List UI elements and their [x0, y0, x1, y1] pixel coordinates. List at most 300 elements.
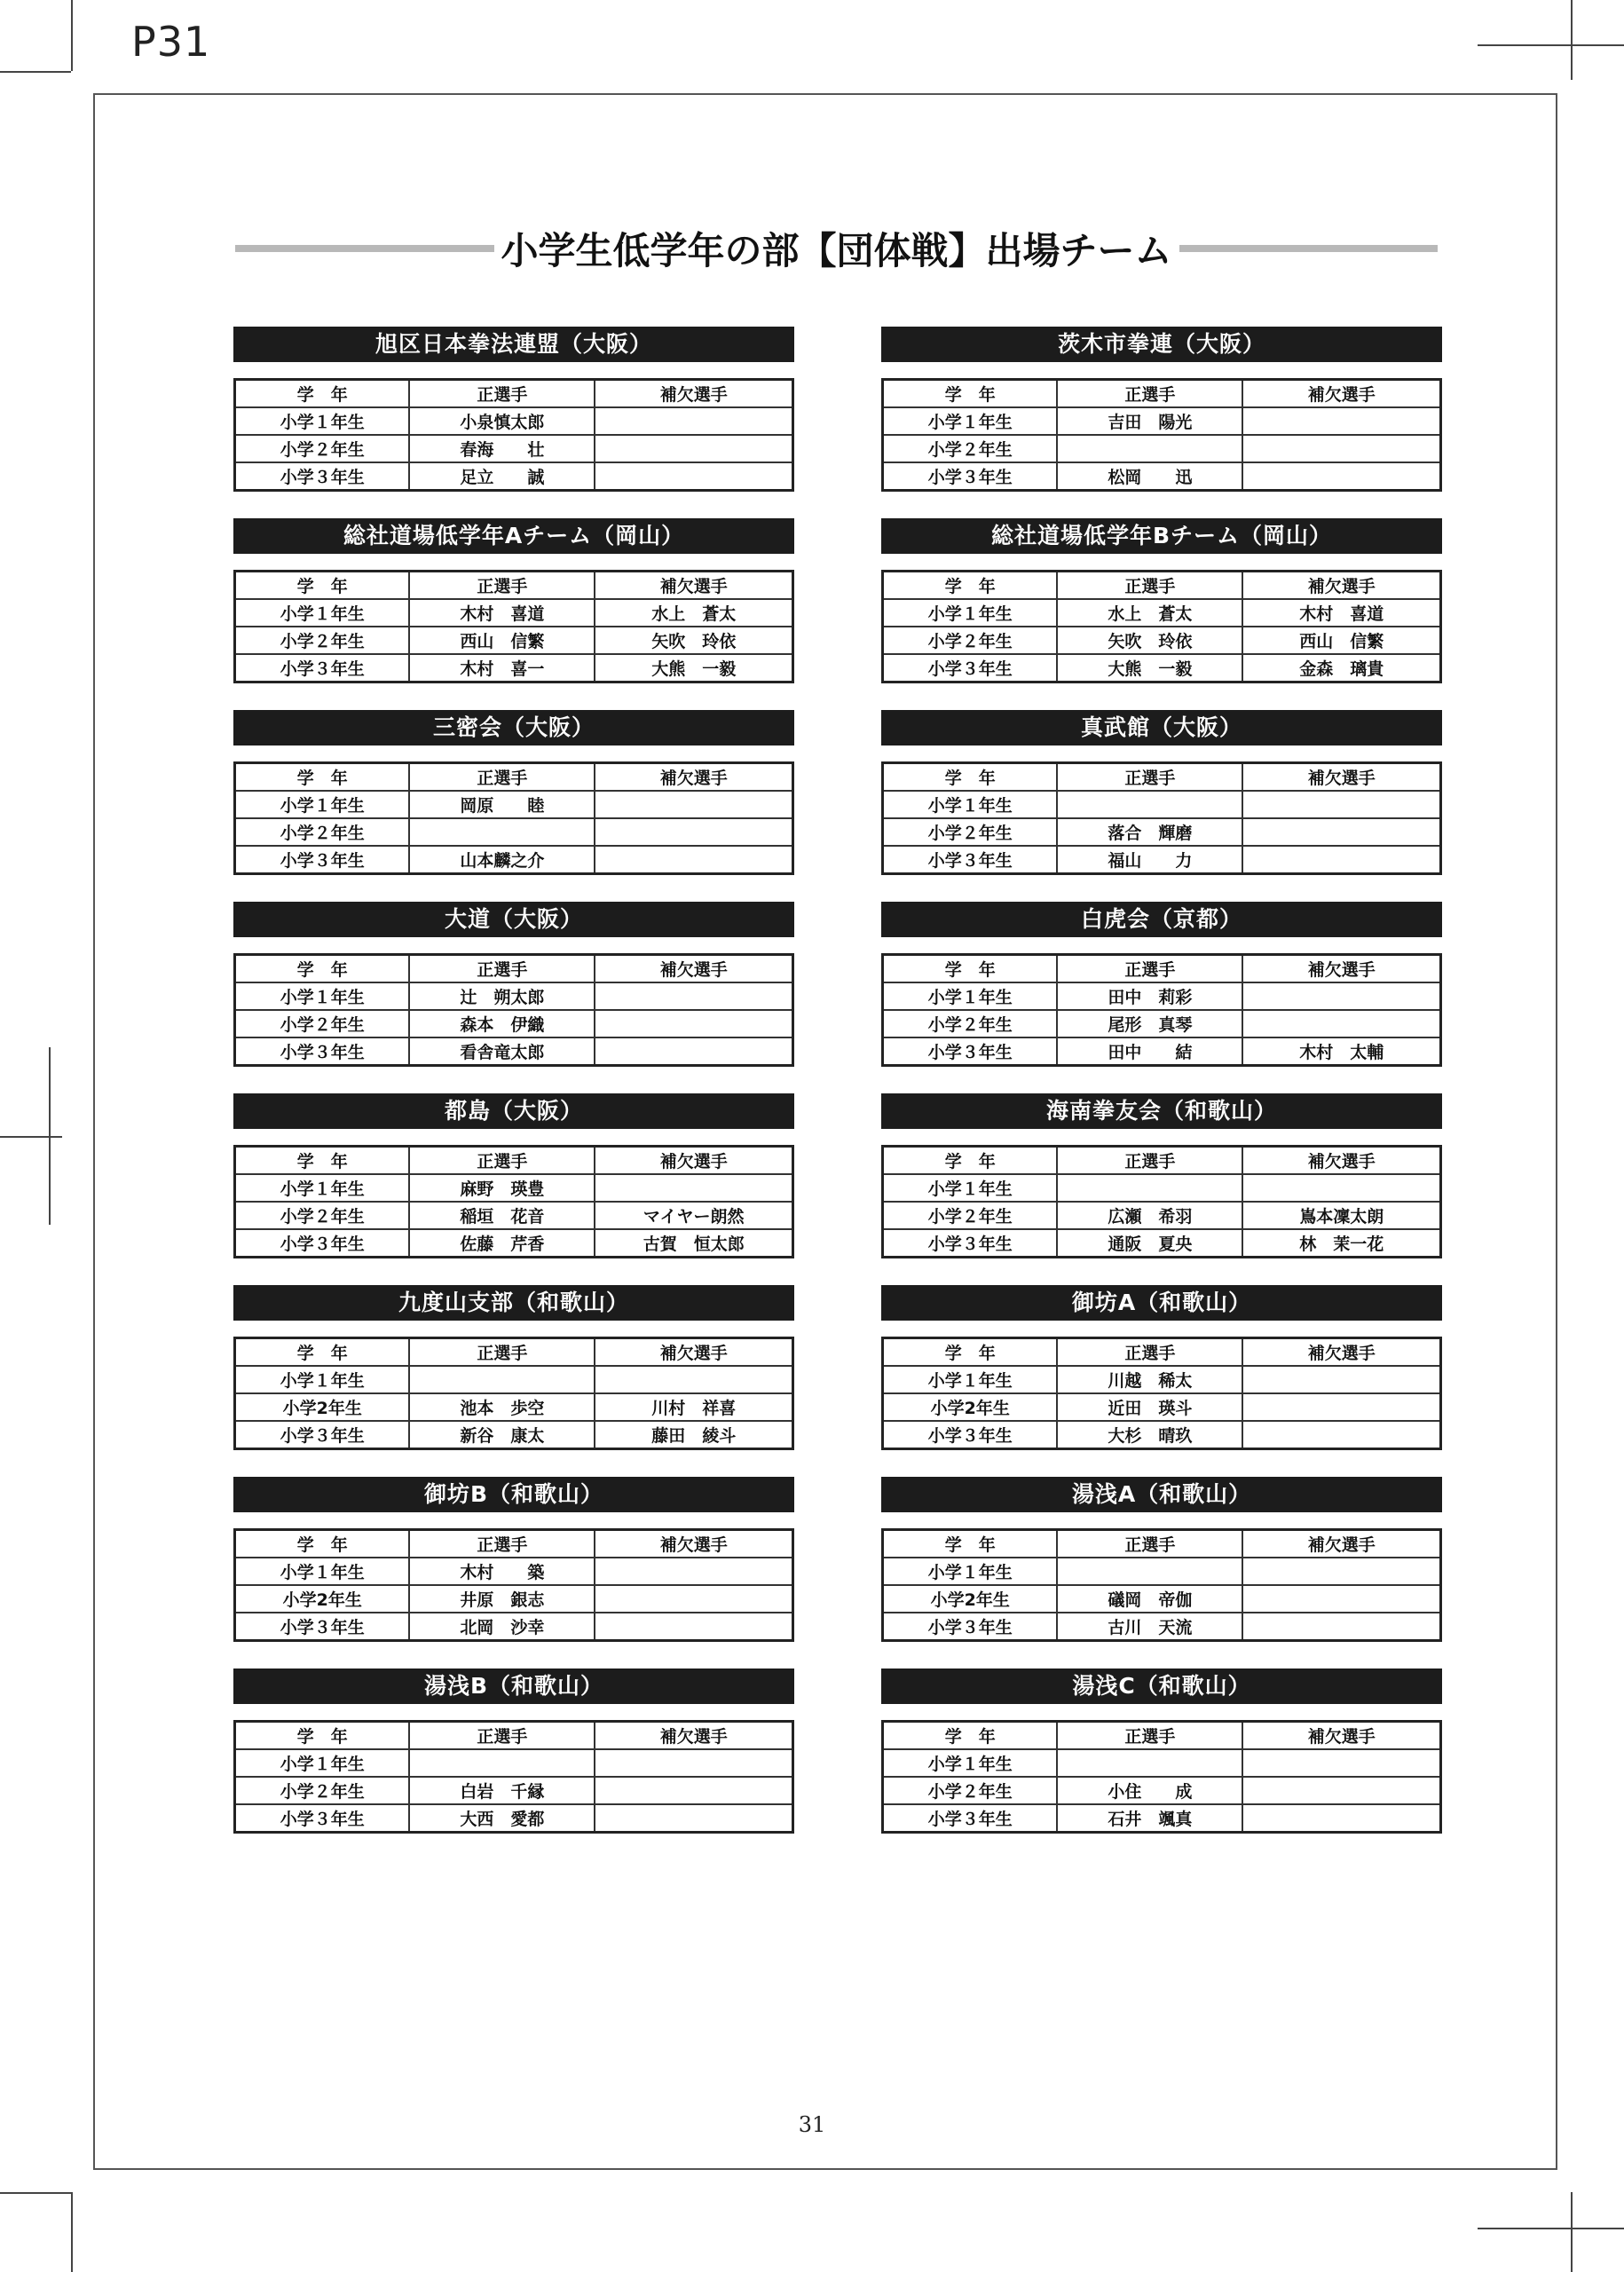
main-player-cell — [1057, 1174, 1242, 1202]
main-player-cell: 古川 天流 — [1057, 1613, 1242, 1641]
page-label: P31 — [131, 18, 211, 66]
roster-header-row — [883, 1147, 1441, 1175]
grade-cell: 小学2年生 — [235, 1585, 410, 1613]
main-player-cell — [1057, 791, 1242, 818]
substitute-cell — [595, 1613, 792, 1641]
team-name: 三密会（大阪） — [233, 710, 794, 746]
main-player-cell: 白岩 千縁 — [409, 1777, 595, 1804]
main-player-cell: 石井 颯真 — [1057, 1804, 1242, 1833]
substitute-cell: 木村 喜道 — [1242, 599, 1440, 627]
table-row — [235, 1749, 793, 1777]
substitute-cell: 川村 祥喜 — [595, 1393, 792, 1421]
header-substitute: 補欠選手 — [595, 572, 792, 600]
header-grade: 学 年 — [883, 763, 1058, 792]
title-bar — [235, 220, 1438, 277]
header-grade: 学 年 — [235, 1722, 410, 1750]
grade-cell: 小学３年生 — [883, 1229, 1058, 1258]
grade-cell: 小学２年生 — [235, 818, 410, 846]
table-row — [235, 435, 793, 462]
header-grade: 学 年 — [235, 1338, 410, 1367]
grade-cell: 小学２年生 — [235, 1202, 410, 1229]
table-row — [235, 1421, 793, 1449]
header-grade: 学 年 — [883, 1147, 1058, 1175]
main-player-cell: 木村 喜一 — [409, 654, 595, 682]
table-row — [883, 1393, 1441, 1421]
substitute-cell — [595, 818, 792, 846]
header-substitute: 補欠選手 — [595, 763, 792, 792]
substitute-cell — [1242, 1174, 1440, 1202]
header-substitute: 補欠選手 — [595, 380, 792, 408]
substitute-cell — [1242, 1749, 1440, 1777]
grade-cell: 小学１年生 — [883, 791, 1058, 818]
main-player-cell: 麻野 瑛豊 — [409, 1174, 595, 1202]
table-row — [235, 1037, 793, 1066]
header-main-player: 正選手 — [1057, 1147, 1242, 1175]
substitute-cell: 木村 太輔 — [1242, 1037, 1440, 1066]
grade-cell: 小学１年生 — [235, 982, 410, 1010]
grade-cell: 小学３年生 — [235, 462, 410, 491]
team-block — [881, 1477, 1442, 1642]
roster-table — [881, 1145, 1442, 1258]
roster-header-row — [235, 1530, 793, 1558]
table-row — [883, 791, 1441, 818]
roster-table — [881, 1720, 1442, 1834]
substitute-cell — [1242, 1010, 1440, 1037]
grade-cell: 小学３年生 — [883, 462, 1058, 491]
grade-cell: 小学１年生 — [883, 1366, 1058, 1393]
roster-table — [233, 761, 794, 875]
table-row — [883, 1421, 1441, 1449]
substitute-cell — [595, 1777, 792, 1804]
team-name: 総社道場低学年Aチーム（岡山） — [233, 518, 794, 554]
table-row — [883, 627, 1441, 654]
header-main-player: 正選手 — [1057, 572, 1242, 600]
grade-cell: 小学３年生 — [883, 1804, 1058, 1833]
substitute-cell — [1242, 1585, 1440, 1613]
roster-table — [233, 378, 794, 492]
header-substitute: 補欠選手 — [1242, 1722, 1440, 1750]
page-number: 31 — [798, 2112, 826, 2137]
table-row — [883, 654, 1441, 682]
roster-header-row — [883, 572, 1441, 600]
main-player-cell — [409, 818, 595, 846]
table-row — [235, 1558, 793, 1585]
main-player-cell: 北岡 沙幸 — [409, 1613, 595, 1641]
team-block — [233, 1093, 794, 1258]
substitute-cell — [595, 791, 792, 818]
grade-cell: 小学３年生 — [235, 1421, 410, 1449]
main-player-cell: 大熊 一毅 — [1057, 654, 1242, 682]
main-player-cell: 新谷 康太 — [409, 1421, 595, 1449]
roster-header-row — [883, 380, 1441, 408]
main-player-cell: 木村 築 — [409, 1558, 595, 1585]
table-row — [883, 1037, 1441, 1066]
grade-cell: 小学３年生 — [235, 1613, 410, 1641]
roster-header-row — [235, 955, 793, 983]
team-name: 旭区日本拳法連盟（大阪） — [233, 327, 794, 362]
main-player-cell: 田中 莉彩 — [1057, 982, 1242, 1010]
header-main-player: 正選手 — [409, 572, 595, 600]
header-grade: 学 年 — [883, 1530, 1058, 1558]
roster-header-row — [883, 1338, 1441, 1367]
roster-table — [881, 1528, 1442, 1642]
table-row — [883, 982, 1441, 1010]
substitute-cell: 古賀 恒太郎 — [595, 1229, 792, 1258]
main-player-cell: 木村 喜道 — [409, 599, 595, 627]
grade-cell: 小学１年生 — [235, 1558, 410, 1585]
substitute-cell — [595, 1037, 792, 1066]
table-row — [883, 1202, 1441, 1229]
team-block — [881, 1668, 1442, 1834]
page-title: 小学生低学年の部【団体戦】出場チーム — [501, 229, 1172, 272]
grade-cell: 小学１年生 — [235, 1749, 410, 1777]
header-grade: 学 年 — [883, 380, 1058, 408]
substitute-cell — [595, 1749, 792, 1777]
roster-table — [233, 1145, 794, 1258]
team-name: 茨木市拳連（大阪） — [881, 327, 1442, 362]
header-main-player: 正選手 — [1057, 1338, 1242, 1367]
table-row — [235, 654, 793, 682]
header-grade: 学 年 — [235, 1530, 410, 1558]
table-row — [235, 1585, 793, 1613]
crop-mark — [1571, 2192, 1573, 2272]
substitute-cell — [1242, 1558, 1440, 1585]
substitute-cell — [1242, 846, 1440, 874]
grade-cell: 小学３年生 — [883, 1613, 1058, 1641]
substitute-cell — [1242, 1421, 1440, 1449]
substitute-cell — [1242, 818, 1440, 846]
grade-cell: 小学１年生 — [235, 407, 410, 435]
table-row — [235, 407, 793, 435]
roster-table — [233, 1720, 794, 1834]
header-grade: 学 年 — [883, 572, 1058, 600]
grade-cell: 小学１年生 — [883, 982, 1058, 1010]
header-main-player: 正選手 — [1057, 1530, 1242, 1558]
main-player-cell: 松岡 迅 — [1057, 462, 1242, 491]
grade-cell: 小学2年生 — [883, 1585, 1058, 1613]
header-substitute: 補欠選手 — [1242, 572, 1440, 600]
header-grade: 学 年 — [235, 763, 410, 792]
grade-cell: 小学１年生 — [235, 1174, 410, 1202]
grade-cell: 小学３年生 — [235, 1229, 410, 1258]
main-player-cell: 福山 力 — [1057, 846, 1242, 874]
grade-cell: 小学１年生 — [883, 407, 1058, 435]
substitute-cell — [595, 846, 792, 874]
main-player-cell: 佐藤 芹香 — [409, 1229, 595, 1258]
team-block — [233, 902, 794, 1067]
grade-cell: 小学３年生 — [235, 846, 410, 874]
header-main-player: 正選手 — [1057, 1722, 1242, 1750]
main-player-cell: 稲垣 花音 — [409, 1202, 595, 1229]
main-player-cell: 田中 結 — [1057, 1037, 1242, 1066]
table-row — [235, 1393, 793, 1421]
grade-cell: 小学１年生 — [235, 1366, 410, 1393]
grade-cell: 小学３年生 — [235, 1037, 410, 1066]
grade-cell: 小学２年生 — [883, 818, 1058, 846]
main-player-cell: 辻 朔太郎 — [409, 982, 595, 1010]
team-name: 湯浅A（和歌山） — [881, 1477, 1442, 1512]
roster-table — [233, 1337, 794, 1450]
roster-header-row — [883, 1530, 1441, 1558]
crop-mark — [1571, 0, 1573, 80]
team-block — [233, 1477, 794, 1642]
substitute-cell: 矢吹 玲依 — [595, 627, 792, 654]
grade-cell: 小学2年生 — [235, 1393, 410, 1421]
main-player-cell: 大西 愛都 — [409, 1804, 595, 1833]
roster-header-row — [235, 1722, 793, 1750]
main-player-cell: 川越 稀太 — [1057, 1366, 1242, 1393]
substitute-cell — [1242, 1393, 1440, 1421]
table-row — [235, 1010, 793, 1037]
roster-header-row — [235, 763, 793, 792]
substitute-cell — [1242, 407, 1440, 435]
grade-cell: 小学１年生 — [235, 599, 410, 627]
header-substitute: 補欠選手 — [1242, 1147, 1440, 1175]
grade-cell: 小学２年生 — [883, 627, 1058, 654]
table-row — [883, 599, 1441, 627]
header-main-player: 正選手 — [409, 380, 595, 408]
team-block — [233, 1285, 794, 1450]
grade-cell: 小学２年生 — [883, 1777, 1058, 1804]
table-row — [235, 1777, 793, 1804]
team-name: 真武館（大阪） — [881, 710, 1442, 746]
header-substitute: 補欠選手 — [1242, 1530, 1440, 1558]
header-main-player: 正選手 — [409, 1338, 595, 1367]
substitute-cell — [1242, 791, 1440, 818]
header-grade: 学 年 — [883, 955, 1058, 983]
main-player-cell — [1057, 435, 1242, 462]
table-row — [235, 1174, 793, 1202]
table-row — [235, 1613, 793, 1641]
grade-cell: 小学１年生 — [883, 1749, 1058, 1777]
roster-table — [881, 570, 1442, 683]
grade-cell: 小学２年生 — [883, 1010, 1058, 1037]
substitute-cell — [595, 462, 792, 491]
main-player-cell: 大杉 晴玖 — [1057, 1421, 1242, 1449]
team-name: 総社道場低学年Bチーム（岡山） — [881, 518, 1442, 554]
header-substitute: 補欠選手 — [595, 1338, 792, 1367]
substitute-cell — [595, 1585, 792, 1613]
table-row — [235, 1229, 793, 1258]
main-player-cell: 落合 輝磨 — [1057, 818, 1242, 846]
header-main-player: 正選手 — [409, 1722, 595, 1750]
substitute-cell — [595, 407, 792, 435]
table-row — [883, 1366, 1441, 1393]
team-block — [881, 518, 1442, 683]
grade-cell: 小学2年生 — [883, 1393, 1058, 1421]
table-row — [235, 982, 793, 1010]
table-row — [235, 846, 793, 874]
roster-header-row — [883, 763, 1441, 792]
team-name: 湯浅B（和歌山） — [233, 1668, 794, 1704]
table-row — [235, 627, 793, 654]
team-block — [881, 710, 1442, 875]
header-substitute: 補欠選手 — [1242, 763, 1440, 792]
roster-header-row — [235, 1147, 793, 1175]
substitute-cell — [1242, 1804, 1440, 1833]
team-block — [881, 327, 1442, 492]
table-row — [235, 1202, 793, 1229]
crop-mark — [71, 0, 73, 71]
teams-grid — [233, 327, 1442, 1834]
substitute-cell: 水上 蒼太 — [595, 599, 792, 627]
main-player-cell: 尾形 真琴 — [1057, 1010, 1242, 1037]
table-row — [883, 846, 1441, 874]
substitute-cell — [595, 1010, 792, 1037]
main-player-cell: 井原 銀志 — [409, 1585, 595, 1613]
grade-cell: 小学２年生 — [235, 435, 410, 462]
grade-cell: 小学３年生 — [883, 1421, 1058, 1449]
title-rule-left — [235, 245, 494, 252]
crop-mark — [0, 1136, 62, 1138]
grade-cell: 小学３年生 — [883, 654, 1058, 682]
main-player-cell — [409, 1749, 595, 1777]
header-substitute: 補欠選手 — [595, 1530, 792, 1558]
main-player-cell: 矢吹 玲依 — [1057, 627, 1242, 654]
main-player-cell: 小住 成 — [1057, 1777, 1242, 1804]
roster-table — [233, 953, 794, 1067]
header-main-player: 正選手 — [1057, 763, 1242, 792]
team-name: 海南拳友会（和歌山） — [881, 1093, 1442, 1129]
main-player-cell: 広瀬 希羽 — [1057, 1202, 1242, 1229]
grade-cell: 小学２年生 — [883, 1202, 1058, 1229]
table-row — [235, 462, 793, 491]
header-substitute: 補欠選手 — [1242, 955, 1440, 983]
team-block — [233, 518, 794, 683]
substitute-cell: マイヤー朗然 — [595, 1202, 792, 1229]
table-row — [883, 1229, 1441, 1258]
substitute-cell — [595, 1366, 792, 1393]
grade-cell: 小学１年生 — [235, 791, 410, 818]
roster-header-row — [235, 1338, 793, 1367]
roster-table — [233, 1528, 794, 1642]
header-grade: 学 年 — [883, 1338, 1058, 1367]
team-name: 九度山支部（和歌山） — [233, 1285, 794, 1321]
header-grade: 学 年 — [883, 1722, 1058, 1750]
table-row — [883, 818, 1441, 846]
roster-table — [881, 953, 1442, 1067]
table-row — [883, 462, 1441, 491]
substitute-cell — [1242, 982, 1440, 1010]
main-player-cell — [409, 1366, 595, 1393]
main-player-cell: 山本麟之介 — [409, 846, 595, 874]
header-substitute: 補欠選手 — [595, 1722, 792, 1750]
title-rule-right — [1179, 245, 1439, 252]
team-block — [881, 902, 1442, 1067]
roster-table — [881, 761, 1442, 875]
header-main-player: 正選手 — [409, 1530, 595, 1558]
main-player-cell: 足立 誠 — [409, 462, 595, 491]
substitute-cell — [595, 1174, 792, 1202]
main-player-cell: 礒岡 帝伽 — [1057, 1585, 1242, 1613]
grade-cell: 小学３年生 — [235, 1804, 410, 1833]
team-name: 湯浅C（和歌山） — [881, 1668, 1442, 1704]
table-row — [883, 1010, 1441, 1037]
roster-header-row — [883, 955, 1441, 983]
grade-cell: 小学２年生 — [235, 1010, 410, 1037]
table-row — [883, 1558, 1441, 1585]
substitute-cell: 林 茉一花 — [1242, 1229, 1440, 1258]
substitute-cell: 嶌本凜太朗 — [1242, 1202, 1440, 1229]
main-player-cell — [1057, 1749, 1242, 1777]
team-block — [233, 710, 794, 875]
header-substitute: 補欠選手 — [1242, 1338, 1440, 1367]
substitute-cell — [1242, 1366, 1440, 1393]
substitute-cell — [1242, 435, 1440, 462]
table-row — [883, 1749, 1441, 1777]
team-block — [881, 1093, 1442, 1258]
team-name: 御坊B（和歌山） — [233, 1477, 794, 1512]
table-row — [883, 1777, 1441, 1804]
roster-table — [233, 570, 794, 683]
table-row — [883, 1174, 1441, 1202]
table-row — [235, 1366, 793, 1393]
header-substitute: 補欠選手 — [595, 955, 792, 983]
substitute-cell — [595, 1804, 792, 1833]
crop-mark — [0, 71, 71, 73]
header-main-player: 正選手 — [409, 763, 595, 792]
header-main-player: 正選手 — [1057, 955, 1242, 983]
substitute-cell — [1242, 1777, 1440, 1804]
substitute-cell — [595, 982, 792, 1010]
header-main-player: 正選手 — [409, 955, 595, 983]
roster-table — [881, 378, 1442, 492]
header-main-player: 正選手 — [409, 1147, 595, 1175]
header-grade: 学 年 — [235, 955, 410, 983]
grade-cell: 小学３年生 — [235, 654, 410, 682]
team-block — [233, 1668, 794, 1834]
grade-cell: 小学２年生 — [235, 1777, 410, 1804]
roster-header-row — [235, 380, 793, 408]
roster-header-row — [235, 572, 793, 600]
substitute-cell — [595, 435, 792, 462]
substitute-cell — [1242, 462, 1440, 491]
table-row — [235, 791, 793, 818]
grade-cell: 小学１年生 — [883, 599, 1058, 627]
main-player-cell: 吉田 陽光 — [1057, 407, 1242, 435]
table-row — [883, 407, 1441, 435]
table-row — [235, 818, 793, 846]
header-substitute: 補欠選手 — [595, 1147, 792, 1175]
main-player-cell: 小泉慎太郎 — [409, 407, 595, 435]
grade-cell: 小学３年生 — [883, 1037, 1058, 1066]
substitute-cell: 大熊 一毅 — [595, 654, 792, 682]
grade-cell: 小学３年生 — [883, 846, 1058, 874]
main-player-cell: 池本 歩空 — [409, 1393, 595, 1421]
grade-cell: 小学１年生 — [883, 1558, 1058, 1585]
crop-mark — [1478, 44, 1624, 46]
main-player-cell: 近田 瑛斗 — [1057, 1393, 1242, 1421]
main-player-cell: 看舎竜太郎 — [409, 1037, 595, 1066]
crop-mark — [1478, 2228, 1624, 2229]
table-row — [883, 1804, 1441, 1833]
crop-mark — [71, 2192, 73, 2272]
main-player-cell: 春海 壮 — [409, 435, 595, 462]
table-row — [883, 1585, 1441, 1613]
team-name: 御坊A（和歌山） — [881, 1285, 1442, 1321]
main-player-cell: 通阪 夏央 — [1057, 1229, 1242, 1258]
table-row — [883, 1613, 1441, 1641]
substitute-cell: 藤田 綾斗 — [595, 1421, 792, 1449]
main-player-cell: 水上 蒼太 — [1057, 599, 1242, 627]
crop-mark — [0, 2192, 71, 2194]
header-grade: 学 年 — [235, 572, 410, 600]
main-player-cell: 岡原 睦 — [409, 791, 595, 818]
roster-table — [881, 1337, 1442, 1450]
main-player-cell: 西山 信繁 — [409, 627, 595, 654]
main-player-cell: 森本 伊織 — [409, 1010, 595, 1037]
team-block — [881, 1285, 1442, 1450]
